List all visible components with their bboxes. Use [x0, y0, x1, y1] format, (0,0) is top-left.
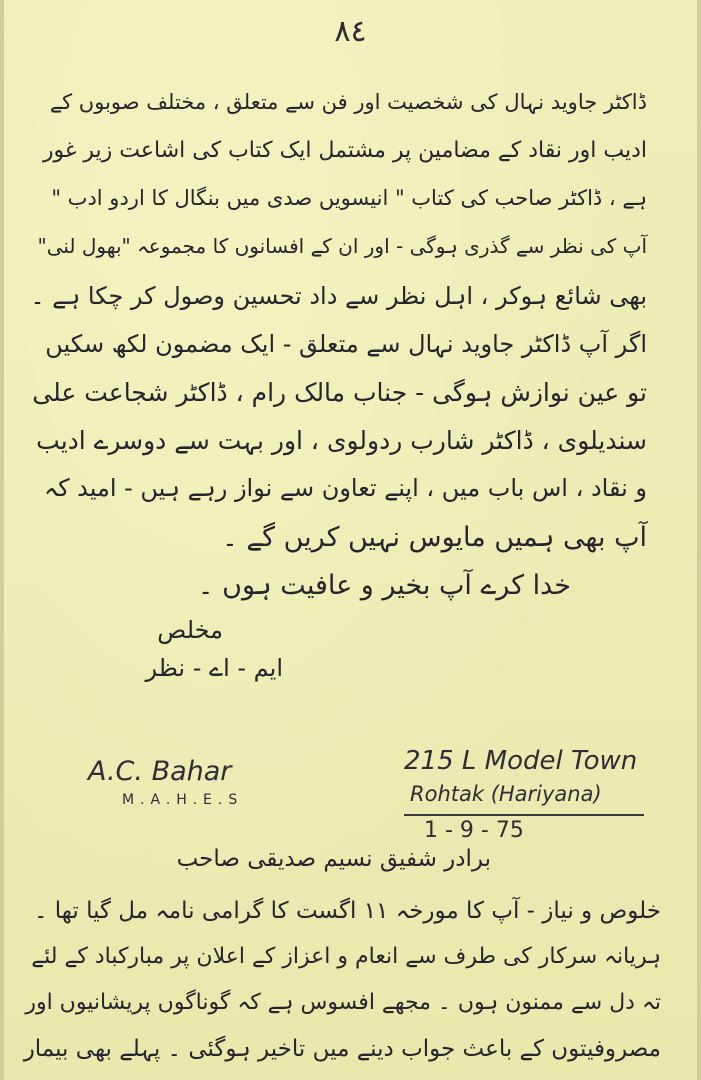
letter1-closing: مخلص: [157, 616, 223, 644]
letter2-line-3: تہ دل سے ممنون ہوں ۔ مجھے افسوس ہے کہ گوناگوں پریشانیوں اور: [25, 990, 661, 1015]
sender-name: A.C. Bahar: [88, 756, 232, 787]
letter1-line-9: و نقاد ، اس باب میں ، اپنے تعاون سے نواز رہے ہیں - امید کہ: [44, 474, 647, 502]
address-underline: [404, 814, 644, 816]
letter2-line-4: مصروفیتوں کے باعث جواب دینے میں تاخیر ہوگئی ۔ پہلے بھی بیمار: [23, 1036, 661, 1062]
page-left-edge: [0, 0, 4, 1080]
page-right-edge: [697, 0, 701, 1080]
letter1-line-11: خدا کرے آپ بخیر و عافیت ہوں ۔: [197, 570, 571, 601]
letter1-line-6: اگر آپ ڈاکٹر جاوید نہال سے متعلق - ایک مضمون لکھ سکیں: [45, 330, 647, 358]
letter2-line-1: خلوص و نیاز - آپ کا مورخہ ۱۱ اگست کا گرامی نامہ مل گیا تھا ۔: [33, 898, 661, 924]
letter2-line-2: ہریانہ سرکار کی طرف سے انعام و اعزاز کے اعلان پر مبارکباد کے لئے: [31, 944, 661, 969]
letter1-line-4: آپ کی نظر سے گذری ہوگی - اور ان کے افسانوں کا مجموعہ "بھول لنی": [37, 234, 647, 258]
letter1-line-5: بھی شائع ہوکر ، اہل نظر سے داد تحسین وصول کر چکا ہے ۔: [30, 282, 647, 310]
letter1-line-7: تو عین نوازش ہوگی - جناب مالک رام ، ڈاکٹر شجاعت علی: [32, 378, 647, 407]
letter1-signature: ایم - اے - نظر: [145, 654, 283, 682]
letter1-line-8: سندیلوی ، ڈاکٹر شارب ردولوی ، اور بہت سے دوسرے ادیب: [36, 426, 647, 455]
page-number: ٨٤: [334, 14, 367, 49]
letter2-salutation: برادر شفیق نسیم صدیقی صاحب: [176, 846, 491, 872]
letter1-line-10: آپ بھی ہمیں مایوس نہیں کریں گے ۔: [221, 522, 647, 553]
address-line-2: Rohtak (Hariyana): [410, 782, 602, 806]
address-line-1: 215 L Model Town: [404, 746, 638, 776]
letter1-line-3: ہے ، ڈاکٹر صاحب کی کتاب " انیسویں صدی میں بنگال کا اردو ادب ": [51, 186, 647, 210]
letter1-line-2: ادیب اور نقاد کے مضامین پر مشتمل ایک کتاب کی اشاعت زیر غور: [42, 138, 647, 163]
letter-date: 1 - 9 - 75: [424, 818, 524, 843]
letter1-line-1: ڈاکٹر جاوید نہال کی شخصیت اور فن سے متعلق ، مختلف صوبوں کے: [49, 90, 647, 114]
sender-degree: M.A.H.E.S: [122, 792, 244, 808]
